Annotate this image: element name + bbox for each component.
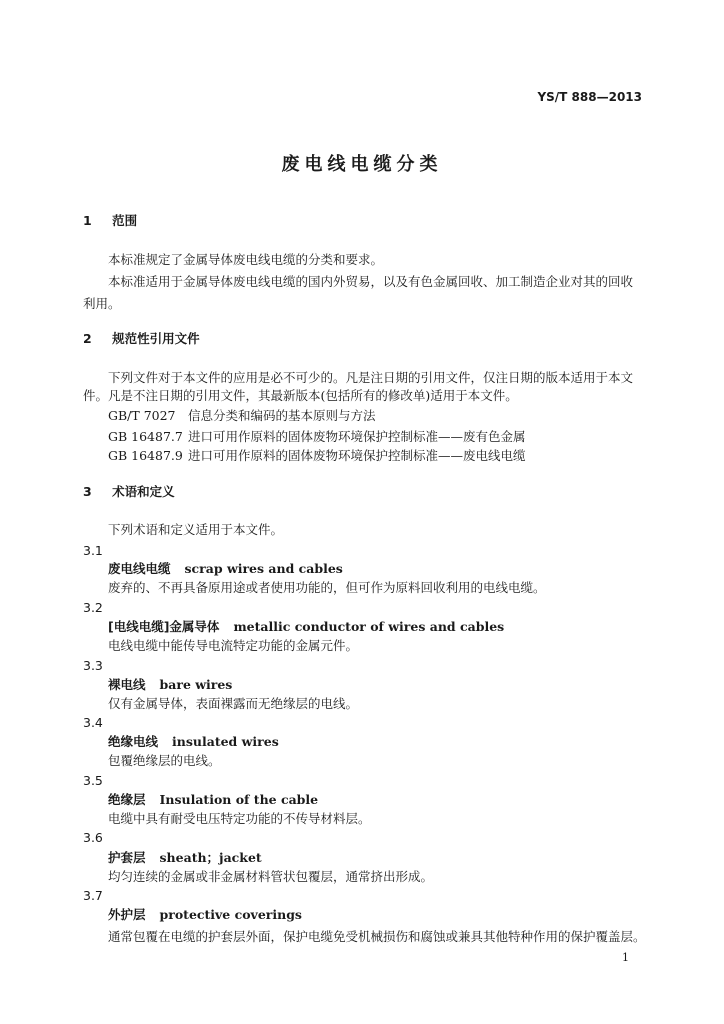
term-entry: [108, 560, 343, 578]
section-3-heading: [83, 483, 175, 501]
term-zh: 绝缘电线: [108, 734, 159, 749]
term-definition: 电线电缆中能传导电流特定功能的金属元件。: [108, 638, 359, 653]
term-entry: [108, 906, 302, 924]
term-number: 3.1: [83, 543, 103, 558]
paragraph: 本标准适用于金属导体废电线电缆的国内外贸易，以及有色金属回收、加工制造企业对其的回收: [108, 274, 634, 289]
term-entry: [108, 791, 318, 809]
term-en: sheath；jacket: [159, 850, 262, 865]
reference-title: 信息分类和编码的基本原则与方法: [187, 408, 376, 423]
term-number: 3.3: [83, 658, 103, 673]
term-en: protective coverings: [159, 907, 302, 922]
term-definition: 包覆绝缘层的电线。: [108, 753, 221, 768]
normative-reference: [108, 427, 526, 445]
term-number: 3.5: [83, 773, 103, 788]
term-definition: 通常包覆在电缆的护套层外面，保护电缆免受机械损伤和腐蚀或兼具其他特种作用的保护覆盖层。: [108, 929, 646, 944]
standard-number: YS/T 888—2013: [537, 90, 642, 104]
term-en: bare wires: [159, 677, 233, 692]
section-1-heading: [83, 212, 137, 230]
term-number: 3.6: [83, 830, 103, 845]
reference-code: GB/T 7027: [108, 408, 176, 423]
term-en: Insulation of the cable: [159, 792, 319, 807]
term-zh: 裸电线: [108, 677, 146, 692]
term-en: scrap wires and cables: [184, 561, 343, 576]
section-number: 3: [83, 484, 92, 499]
section-number: 2: [83, 331, 92, 346]
term-zh: 护套层: [108, 850, 146, 865]
term-en: metallic conductor of wires and cables: [233, 619, 505, 634]
term-definition: 废弃的、不再具备原用途或者使用功能的，但可作为原料回收利用的电线电缆。: [108, 580, 546, 595]
section-title: 范围: [112, 213, 138, 228]
reference-code: GB 16487.7: [108, 429, 183, 444]
term-zh: [电线电缆]金属导体: [108, 619, 220, 634]
term-number: 3.4: [83, 715, 103, 730]
section-number: 1: [83, 213, 92, 228]
term-entry: [108, 676, 232, 694]
term-zh: 废电线电缆: [108, 561, 171, 576]
term-en: insulated wires: [172, 734, 279, 749]
reference-code: GB 16487.9: [108, 448, 183, 463]
term-number: 3.2: [83, 600, 103, 615]
document-title: 废电线电缆分类: [281, 154, 443, 175]
section-title: 规范性引用文件: [112, 331, 200, 346]
term-entry: [108, 849, 262, 867]
section-2-heading: [83, 330, 200, 348]
paragraph-continuation: 件。凡是不注日期的引用文件，其最新版本(包括所有的修改单)适用于本文件。: [83, 388, 518, 403]
term-zh: 绝缘层: [108, 792, 146, 807]
page-number: 1: [622, 951, 629, 964]
paragraph: 下列文件对于本文件的应用是必不可少的。凡是注日期的引用文件，仅注日期的版本适用于本文: [108, 370, 634, 385]
reference-title: 进口可用作原料的固体废物环境保护控制标准——废有色金属: [187, 429, 526, 444]
reference-title: 进口可用作原料的固体废物环境保护控制标准——废电线电缆: [187, 448, 526, 463]
paragraph-continuation: 利用。: [83, 296, 121, 311]
paragraph: 本标准规定了金属导体废电线电缆的分类和要求。: [108, 252, 384, 267]
normative-reference: [108, 406, 376, 424]
section-title: 术语和定义: [112, 484, 175, 499]
term-entry: [108, 733, 279, 751]
normative-reference: [108, 446, 526, 464]
paragraph: 下列术语和定义适用于本文件。: [108, 522, 284, 537]
term-number: 3.7: [83, 888, 103, 903]
term-definition: 电缆中具有耐受电压特定功能的不传导材料层。: [108, 811, 371, 826]
term-definition: 仅有金属导体，表面裸露而无绝缘层的电线。: [108, 696, 359, 711]
term-definition: 均匀连续的金属或非金属材料管状包覆层，通常挤出形成。: [108, 869, 434, 884]
term-entry: [108, 618, 504, 636]
term-zh: 外护层: [108, 907, 146, 922]
